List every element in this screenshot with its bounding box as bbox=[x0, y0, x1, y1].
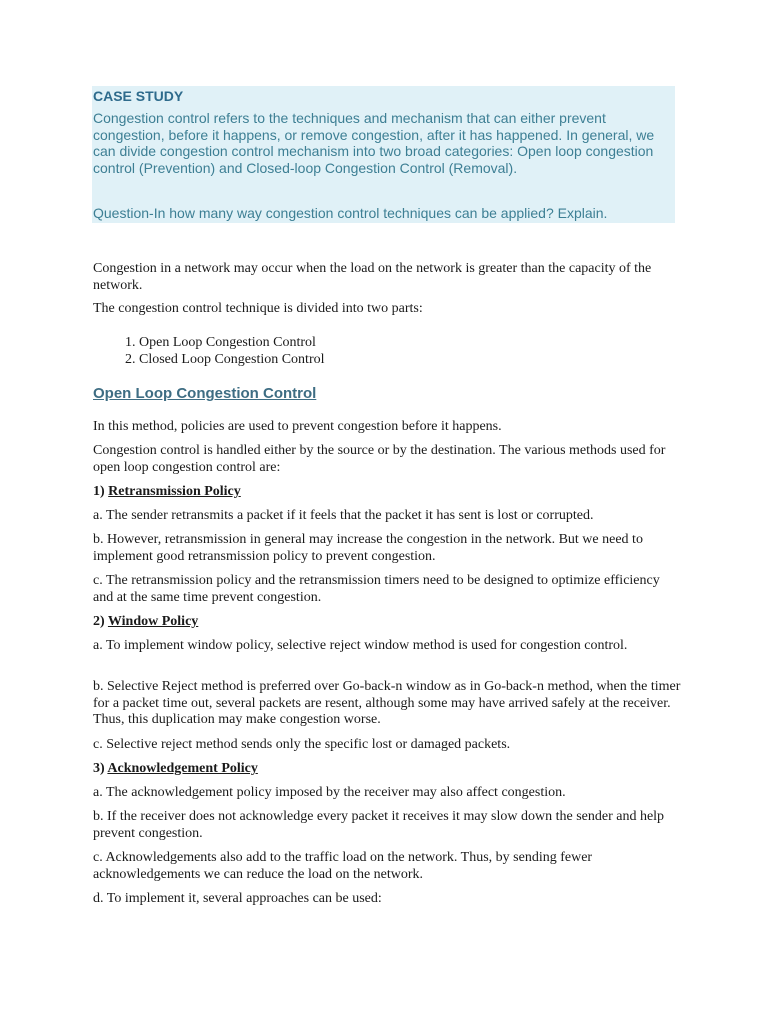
ack-item-b: b. If the receiver does not acknowledge every packet it receives it may slow down the sender and help prevent congestion. bbox=[93, 809, 665, 841]
open-loop-paragraph-2: Congestion control is handled either by the source or by the destination. The various methods used for open loop congestion control are: bbox=[93, 443, 666, 475]
intro-paragraph-2: The congestion control technique is divided into two parts: bbox=[93, 301, 423, 316]
open-loop-p1-wrap bbox=[93, 419, 683, 436]
list-item: 1. Open Loop Congestion Control bbox=[139, 335, 683, 352]
case-study-box bbox=[92, 86, 675, 223]
case-study-body: Congestion control refers to the techniques and mechanism that can either prevent congestion, before it happens, or remove congestion, after it has happened. In general, we can divide congestion control mechanism into two broad categories: Open loop congestion control (Prevention) and Closed-loop Congestion Control (Removal). bbox=[93, 110, 655, 176]
retransmission-heading-wrap bbox=[93, 484, 683, 501]
list-item: 2. Closed Loop Congestion Control bbox=[139, 352, 683, 369]
window-item-c: c. Selective reject method sends only the specific lost or damaged packets. bbox=[93, 737, 511, 752]
retransmission-number: 1) bbox=[93, 484, 109, 499]
retrans-a-wrap bbox=[93, 508, 683, 525]
intro-paragraph-1: Congestion in a network may occur when the load on the network is greater than the capacity of the network. bbox=[93, 261, 652, 293]
retransmission-item-b: b. However, retransmission in general may increase the congestion in the network. But we need to implement good retransmission policy to prevent congestion. bbox=[93, 532, 643, 564]
ack-b-wrap bbox=[93, 809, 683, 842]
intro-list bbox=[93, 335, 683, 368]
window-title: Window Policy bbox=[107, 614, 199, 629]
ack-c-wrap bbox=[93, 850, 683, 883]
ack-number: 3) bbox=[93, 761, 108, 776]
ack-title: Acknowledgement Policy bbox=[107, 761, 258, 776]
window-heading bbox=[93, 614, 683, 631]
retransmission-item-a: a. The sender retransmits a packet if it feels that the packet it has sent is lost or corrupted. bbox=[93, 508, 594, 523]
intro-list-wrap bbox=[93, 335, 683, 368]
intro-section bbox=[93, 261, 683, 294]
retransmission-item-c: c. The retransmission policy and the retransmission timers need to be designed to optimize efficiency and at the same time prevent congestion. bbox=[93, 573, 660, 605]
intro-paragraph-2-wrap bbox=[93, 301, 683, 318]
window-b-wrap bbox=[93, 679, 683, 729]
window-c-wrap bbox=[93, 737, 683, 754]
ack-a-wrap bbox=[93, 785, 683, 802]
ack-heading-wrap bbox=[93, 761, 683, 778]
window-item-b: b. Selective Reject method is preferred over Go-back-n window as in Go-back-n method, when the timer for a packet time out, several packets are resent, although some may have arrived safely at the receiver. Thus, this duplication may make congestion worse. bbox=[93, 679, 681, 727]
ack-d-wrap bbox=[93, 891, 683, 908]
ack-item-d: d. To implement it, several approaches can be used: bbox=[93, 891, 382, 906]
retrans-c-wrap bbox=[93, 573, 683, 606]
window-item-a: a. To implement window policy, selective reject window method is used for congestion control. bbox=[93, 638, 628, 653]
open-loop-p2-wrap bbox=[93, 443, 683, 476]
window-heading-wrap bbox=[93, 614, 683, 631]
ack-item-c: c. Acknowledgements also add to the traffic load on the network. Thus, by sending fewer acknowledgements we can reduce the load on the network. bbox=[93, 850, 593, 882]
window-a-wrap bbox=[93, 638, 683, 655]
window-number: 2) bbox=[93, 614, 108, 629]
open-loop-heading: Open Loop Congestion Control bbox=[93, 385, 317, 402]
retrans-b-wrap bbox=[93, 532, 683, 565]
retransmission-title: Retransmission Policy bbox=[108, 484, 241, 499]
open-loop-paragraph-1: In this method, policies are used to prevent congestion before it happens. bbox=[93, 419, 502, 434]
case-study-title: CASE STUDY bbox=[93, 88, 184, 104]
case-study-question: Question-In how many way congestion control techniques can be applied? Explain. bbox=[93, 205, 608, 221]
ack-heading bbox=[93, 761, 683, 778]
retransmission-heading bbox=[93, 484, 683, 501]
ack-item-a: a. The acknowledgement policy imposed by the receiver may also affect congestion. bbox=[93, 785, 566, 800]
